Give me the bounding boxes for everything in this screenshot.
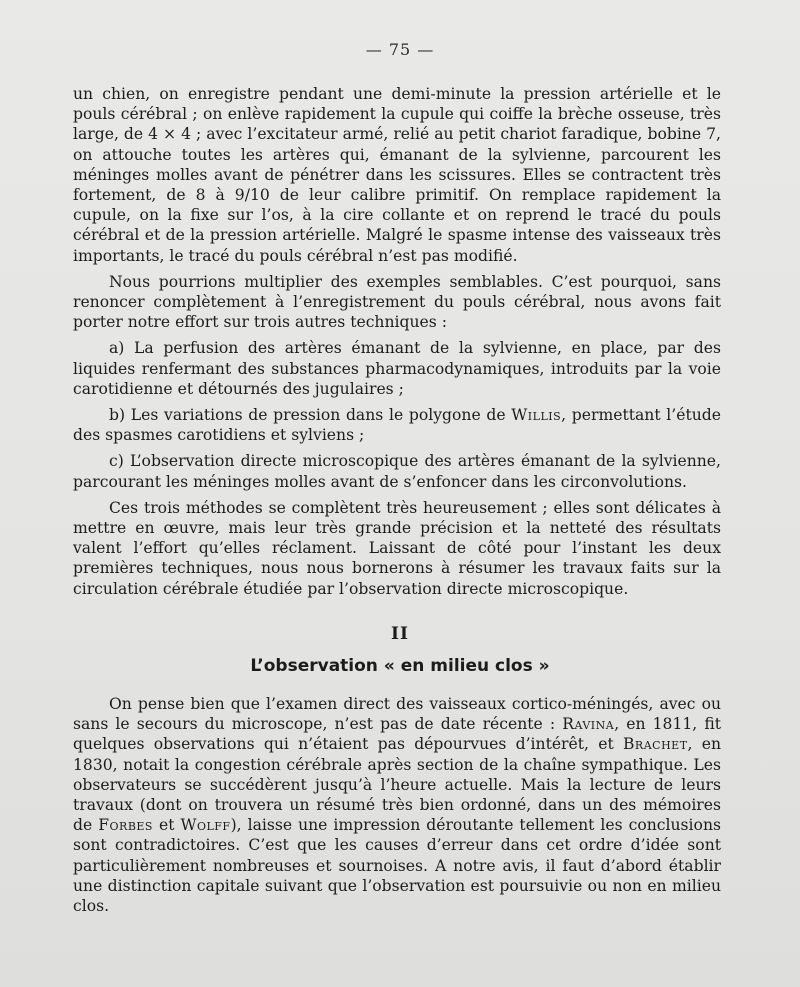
section-title: L’observation « en milieu clos » — [250, 656, 550, 676]
page-number: — 75 — — [365, 40, 435, 59]
paragraph-4 — [73, 694, 721, 916]
paragraph-text: ), laisse une impression déroutante tellement les conclusions sont contradictoires. C’est que les causes d’erreur dans cet ordre d’idée sont particulièrement nombreuses et sournoises. A notre avis, il faut d’abord établir une distinction capitale suivant que l’observation est poursuivie ou non en milieu clos. — [73, 816, 721, 916]
paragraph-text: On pense bien que l’examen direct des vaisseaux cortico-méningés, avec ou sans le secours du microscope, n’est pas de date récente : — [73, 695, 721, 734]
paragraph-text: et — [152, 816, 181, 835]
section-number: II — [391, 624, 409, 644]
list-item-text: , permettant l’étude des spasmes carotidiens et sylviens ; — [73, 406, 721, 445]
paragraph-text: Nous pourrions multiplier des exemples semblables. C’est pourquoi, sans renoncer complètement à l’enregistrement du pouls cérébral, nous avons fait porter notre effort sur trois autres techniques : — [73, 272, 721, 332]
paragraph-2 — [73, 272, 721, 333]
paragraph-3 — [73, 498, 721, 599]
paragraph-text: Ces trois méthodes se complètent très heureusement ; elles sont délicates à mettre en œuvre, mais leur très grande précision et la netteté des résultats valent l’effort qu’elles réclament. Laissant de côté pour l’instant les deux premières techniques, nous nous bornerons à résumer les travaux faits sur la circulation cérébrale étudiée par l’observation directe microscopique. — [73, 498, 721, 598]
author-name: Forbes — [98, 816, 153, 835]
body-text-top — [73, 84, 721, 599]
author-name: Ravina — [562, 715, 615, 734]
list-item-text: c) L’observation directe microscopique des artères émanant de la sylvienne, parcourant les méninges molles avant de s’enfoncer dans les circonvolutions. — [73, 452, 721, 491]
list-item-text: a) La perfusion des artères émanant de la sylvienne, en place, par des liquides renfermant des substances pharmacodynamiques, introduits par la voie carotidienne et détournés des jugulaires ; — [73, 339, 721, 398]
author-name: Wolff — [180, 816, 231, 835]
list-item-b — [73, 405, 721, 445]
list-item-c — [73, 451, 721, 491]
list-item-text: b) Les variations de pression dans le polygone de — [109, 406, 512, 425]
paragraph-1 — [73, 84, 721, 266]
paragraph-text: , en 1830, notait la congestion cérébrale après section de la chaîne sympathique. Les observateurs se succédèrent jusqu’à l’heure actuelle. Mais la lecture de leurs travaux (dont on trouvera un résumé très bien ordonné, dans un des mémoires de — [73, 735, 722, 835]
paragraph-text: , en 1811, fit quelques observations qui n’étaient pas dépourvues d’intérêt, et — [73, 715, 721, 754]
list-item-a — [73, 338, 721, 399]
author-name: Brachet — [622, 735, 688, 754]
author-name: Willis — [511, 406, 562, 425]
paragraph-text: un chien, on enregistre pendant une demi-minute la pression artérielle et le pouls cérébral ; on enlève rapidement la cupule qui coiffe la brèche osseuse, très large, de 4 × 4 ; avec l’excitateur armé, relié au petit chariot faradique, bobine 7, on attouche toutes les artères qui, émanant de la sylvienne, parcourent les méninges molles avant de pénétrer dans les scissures. Elles se contractent très fortement, de 8 à 9/10 de leur calibre primitif. On remplace rapidement la cupule, on la fixe sur l’os, à la cire collante et on reprend le tracé du pouls cérébral et de la pression artérielle. Malgré le spasme intense des vaisseaux très importants, le tracé du pouls cérébral n’est pas modifié. — [73, 85, 721, 265]
body-text-bottom — [73, 694, 721, 916]
